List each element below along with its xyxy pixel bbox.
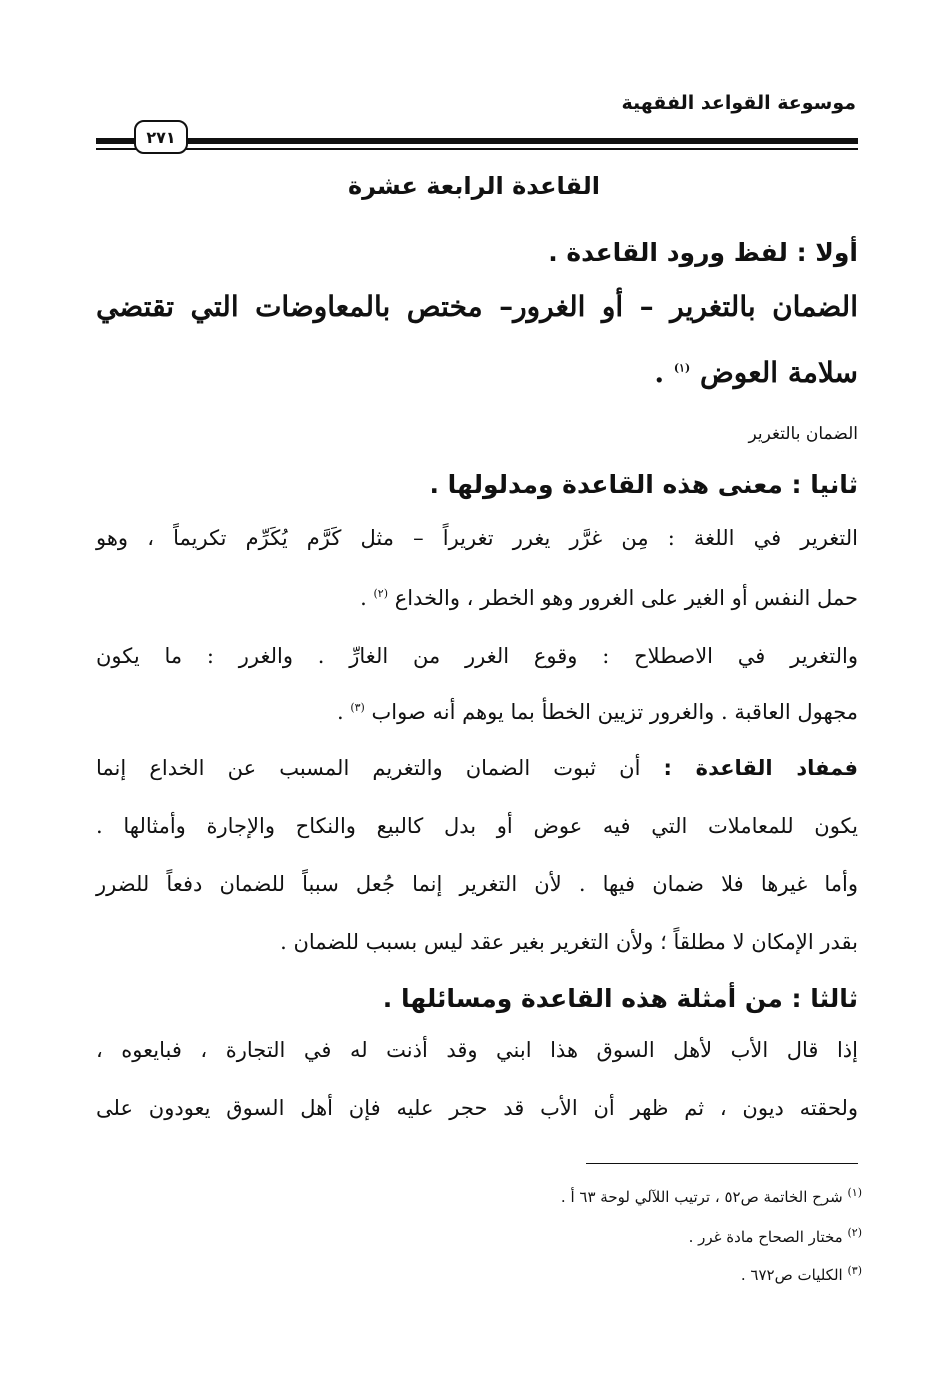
s2-p1-line1: التغرير في اللغة : مِن غرَّر يغرر تغريراً – مثل كَرَّم يُكَرِّم تكريماً ، وهو	[96, 526, 858, 550]
header-rule-thin	[96, 148, 858, 150]
s3-p1-line1: إذا قال الأب لأهل السوق هذا ابني وقد أذنت له في التجارة ، فبايعوه ،	[96, 1038, 858, 1062]
page-number: ٢٧١	[134, 120, 188, 154]
s2-p3-line4: بقدر الإمكان لا مطلقاً ؛ ولأن التغرير بغير عقد ليس بسبب للضمان .	[280, 930, 858, 954]
s2-p3-line3: وأما غيرها فلا ضمان فيها . لأن التغرير إنما جُعل سبباً للضمان دفعاً للضرر	[96, 872, 858, 896]
footnote-ref-3: (٣)	[350, 701, 365, 714]
s2-p1-line2-text: حمل النفس أو الغير على الغرور وهو الخطر ، والخداع	[394, 586, 858, 610]
rule-line-2-end: .	[654, 356, 665, 389]
rule-line-2-text: سلامة العوض	[699, 356, 858, 389]
footnote-separator	[586, 1163, 858, 1164]
section1-heading: أولا : لفظ ورود القاعدة .	[548, 238, 858, 267]
s2-p2-line2-end: .	[336, 700, 344, 724]
footnote-ref-1: (١)	[673, 361, 691, 375]
s2-p3-label: فمفاد القاعدة :	[663, 756, 858, 780]
s2-p3-line1-rest: أن ثبوت الضمان والتغريم المسبب عن الخداع إنما	[96, 756, 641, 780]
footnote-3	[741, 1264, 862, 1284]
section3-heading: ثالثا : من أمثلة هذه القاعدة ومسائلها .	[382, 984, 858, 1013]
s2-p1-line2-end: .	[360, 586, 367, 610]
s2-p3-line1	[96, 756, 858, 780]
rule-line-2	[654, 356, 858, 389]
rule-short-form: الضمان بالتغرير	[748, 424, 858, 444]
running-title: موسوعة القواعد الفقهية	[621, 92, 856, 114]
rule-line-1: الضمان بالتغرير – أو الغرور– مختص بالمعاوضات التي تقتضي	[96, 290, 858, 323]
s2-p2-line2	[96, 700, 858, 724]
footnote-ref-2: (٢)	[373, 587, 388, 600]
footnote-2-mark: (٢)	[847, 1226, 862, 1239]
footnote-1	[561, 1186, 862, 1206]
footnote-1-text: شرح الخاتمة ص٥٢ ، ترتيب اللآلي لوحة ٦٣ أ .	[560, 1188, 843, 1206]
rule-title: القاعدة الرابعة عشرة	[347, 172, 601, 200]
footnote-2-text: مختار الصحاح مادة غرر .	[688, 1228, 843, 1246]
footnote-1-mark: (١)	[847, 1186, 862, 1199]
footnote-3-text: الكليات ص٦٧٢ .	[740, 1266, 843, 1284]
s2-p1-line2	[96, 586, 858, 610]
s2-p2-line2-text: مجهول العاقبة . والغرور تزيين الخطأ بما يوهم أنه صواب	[371, 700, 858, 724]
section2-heading: ثانيا : معنى هذه القاعدة ومدلولها .	[429, 470, 858, 499]
footnote-3-mark: (٣)	[847, 1264, 862, 1277]
header-rule-thick	[96, 138, 858, 144]
s3-p1-line2: ولحقته ديون ، ثم ظهر أن الأب قد حجر عليه فإن أهل السوق يعودون على	[96, 1096, 858, 1120]
s2-p3-line2: يكون للمعاملات التي فيه عوض أو بدل كالبيع والنكاح والإجارة وأمثالها .	[96, 814, 858, 838]
footnote-2	[689, 1226, 862, 1246]
s2-p2-line1: والتغرير في الاصطلاح : وقوع الغرر من الغارِّ . والغرر : ما يكون	[96, 644, 858, 668]
